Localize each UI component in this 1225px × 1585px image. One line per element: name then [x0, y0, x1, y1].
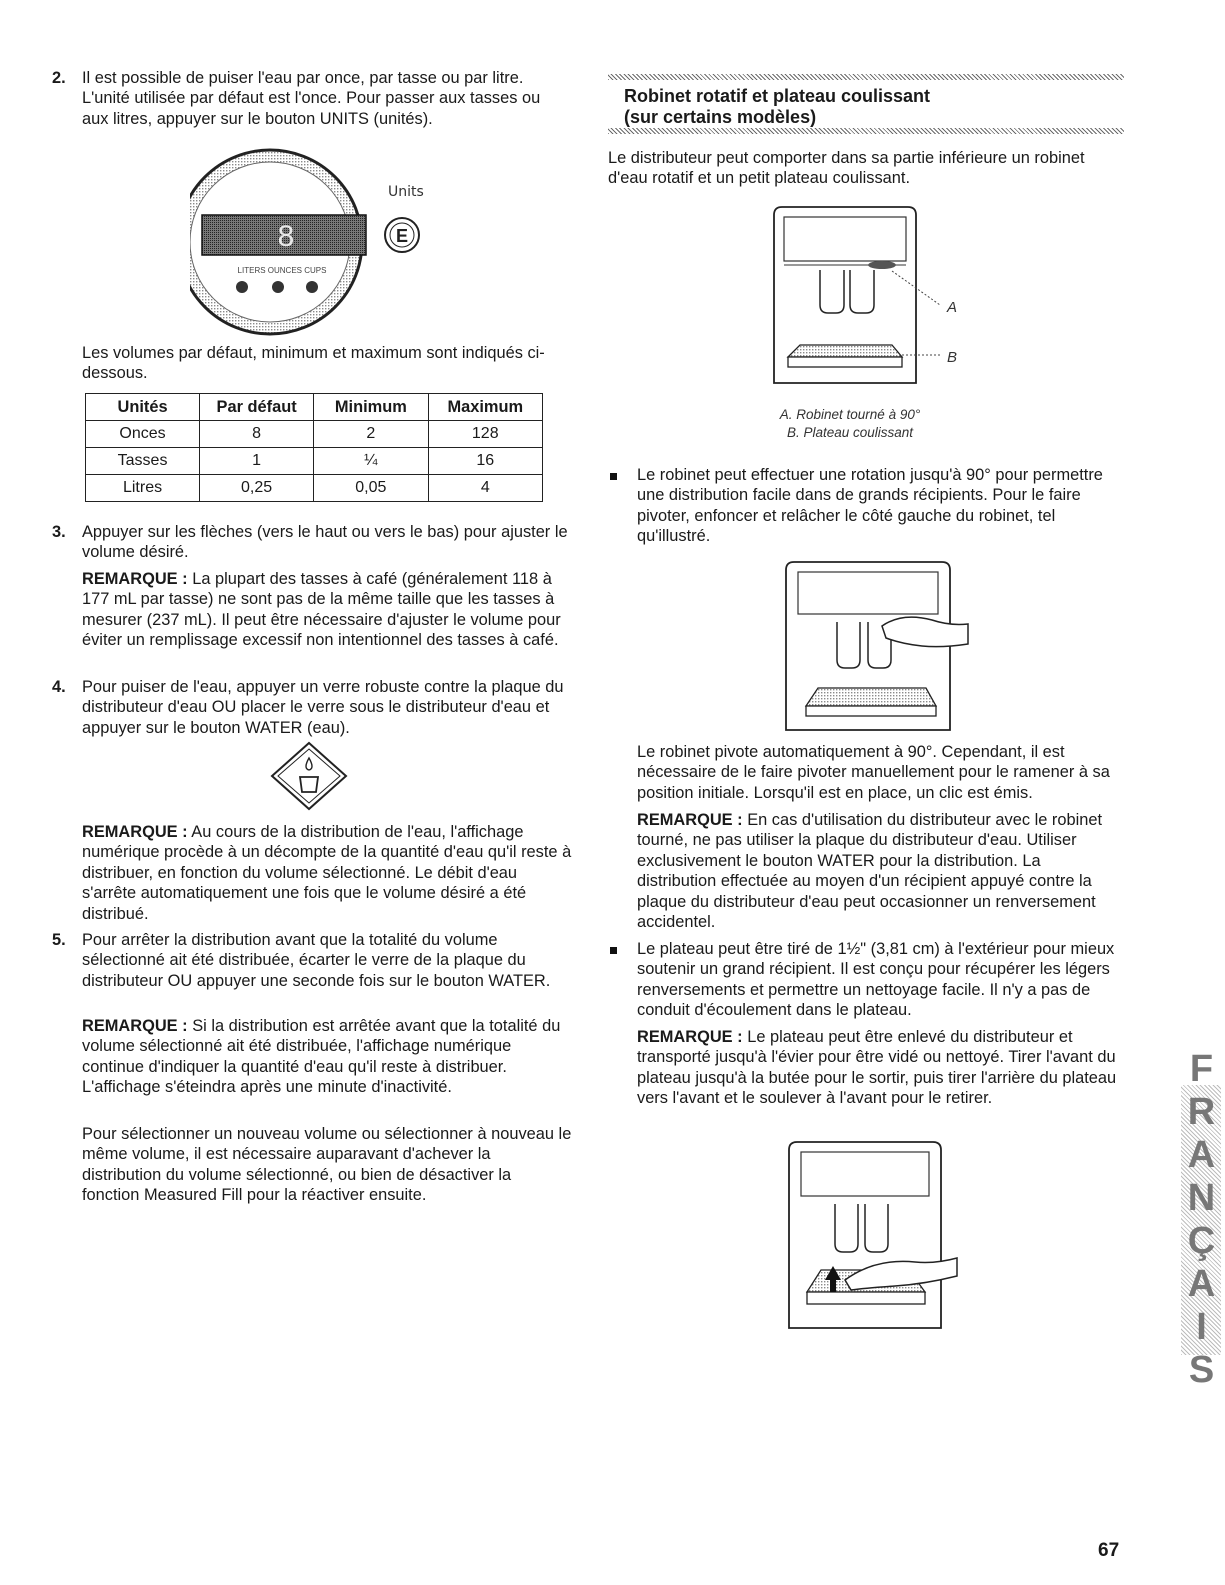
item-2-text: Il est possible de puiser l'eau par once, par tasse ou par litre. L'unité utilisée par défaut est l'once. Pour passer aux tasses ou aux litres, appuyer sur le bouton UNITS (unités). [82, 69, 541, 128]
note-3 [637, 1027, 1117, 1109]
water-button-icon[interactable] [268, 740, 350, 812]
note-text: La plupart des tasses à café (généralement 118 à 177 mL par tasse) ne sont pas de la même taille que les tasses à mesurer (237 mL). Il peut être nécessaire d'ajuster le volume pour éviter un remplissage excessif non intentionnel des tasses à café. [82, 570, 561, 650]
table-row [86, 475, 543, 502]
table-cell: Tasses [86, 448, 200, 475]
table-header: Maximum [428, 394, 542, 421]
bullet-marker [610, 947, 617, 954]
heading-line: (sur certains modèles) [624, 107, 817, 127]
note-text: En cas d'utilisation du distributeur avec le robinet tourné, ne pas utiliser la plaque du distributeur d'eau. Utiliser exclusivement le bouton WATER pour la distribution. La distribution effectuée au moyen d'un récipient appuyé contre la plaque du distributeur d'eau peut occasionner un renversement accidentel. [637, 811, 1103, 932]
item-number: 3. [52, 523, 66, 541]
dispenser-figure-3 [785, 1140, 970, 1335]
units-button-icon[interactable] [385, 218, 419, 252]
label-a: A [947, 299, 958, 316]
table-header: Minimum [314, 394, 428, 421]
heading-rule-bottom [608, 128, 1124, 134]
table-cell: Litres [86, 475, 200, 502]
language-side-tab [1180, 1048, 1223, 1392]
dispenser-figure-1 [770, 205, 970, 390]
bullet-marker [610, 473, 617, 480]
note-label: REMARQUE : [82, 1017, 188, 1035]
table-cell: 0,05 [314, 475, 428, 502]
table-header: Par défaut [200, 394, 314, 421]
table-cell: 1 [200, 448, 314, 475]
table-row [86, 421, 543, 448]
item-5-extra: Pour sélectionner un nouveau volume ou sélectionner à nouveau le même volume, il est nécessaire auparavant d'achever la distribution du volume sélectionné, ou bien de désactiver la fonction Measured Fill pour la réactiver ensuite. [82, 1125, 572, 1205]
item-3-text: Appuyer sur les flèches (vers le haut ou vers le bas) pour ajuster le volume désiré. [82, 523, 568, 562]
units-scale-label: LITERS OUNCES CUPS [237, 266, 327, 275]
label-b: B [947, 349, 958, 366]
paragraph-2: Le robinet pivote automatiquement à 90°. Cependant, il est nécessaire de le faire pivoter manuellement pour le ramener à sa position initiale. Lorsqu'il est en place, un clic est émis. [637, 743, 1110, 802]
note-label: REMARQUE : [82, 570, 188, 588]
table-cell: 16 [428, 448, 542, 475]
item-4-note [82, 822, 572, 924]
note-label: REMARQUE : [637, 1028, 743, 1046]
item-4-text: Pour puiser de l'eau, appuyer un verre robuste contre la plaque du distributeur d'eau OU placer le verre sous le distributeur d'eau et appuyer sur le bouton WATER (eau). [82, 678, 564, 737]
note-2 [637, 810, 1117, 932]
table-header-row [86, 394, 543, 421]
section-heading [624, 86, 930, 128]
item-number: 5. [52, 931, 66, 949]
item-5-note [82, 1016, 572, 1098]
heading-line: Robinet rotatif et plateau coulissant [624, 86, 931, 106]
item-number: 4. [52, 678, 66, 696]
display-digit: 8 [277, 220, 295, 253]
units-panel-illustration [190, 140, 450, 345]
note-label: REMARQUE : [82, 823, 188, 841]
caption-a: A. Robinet tourné à 90° [779, 407, 921, 422]
figure-caption [700, 406, 1000, 442]
faucet-rotation-illustration [782, 560, 972, 735]
water-button-figure [268, 740, 350, 812]
table-cell: Onces [86, 421, 200, 448]
table-cell: ¼ [314, 448, 428, 475]
page-number: 67 [1098, 1540, 1120, 1561]
table-cell: 2 [314, 421, 428, 448]
dispenser-illustration [770, 205, 970, 390]
note-text: Au cours de la distribution de l'eau, l'affichage numérique procède à un décompte de la quantité d'eau qu'il reste à distribuer, en fonction du volume sélectionné. Le débit d'eau s'arrête automatiquement une fois que le volume désiré a été distribué. [82, 823, 572, 923]
note-label: REMARQUE : [637, 811, 743, 829]
volume-table [85, 393, 543, 502]
section-intro: Le distributeur peut comporter dans sa partie inférieure un robinet d'eau rotatif et un petit plateau coulissant. [608, 149, 1085, 188]
table-row [86, 448, 543, 475]
heading-rule-top [608, 74, 1124, 80]
item-5-text: Pour arrêter la distribution avant que la totalité du volume sélectionné ait été distribuée, écarter le verre de la plaque du distributeur OU appuyer une seconde fois sur le bouton WATER. [82, 931, 551, 990]
note-text: Le plateau peut être enlevé du distributeur et transporté jusqu'à l'évier pour être vidé ou nettoyé. Tirer l'avant du plateau jusqu'à la butée pour le sortir, puis tirer l'arrière du plateau vers l'avant et le soulever à l'avant pour le retirer. [637, 1028, 1117, 1108]
table-header: Unités [86, 394, 200, 421]
item-number: 2. [52, 69, 66, 87]
dispenser-figure-2 [782, 560, 972, 735]
table-cell: 0,25 [200, 475, 314, 502]
table-cell: 128 [428, 421, 542, 448]
bullet-1-text: Le robinet peut effectuer une rotation jusqu'à 90° pour permettre une distribution facile dans de grands récipients. Pour le faire pivoter, enfoncer et relâcher le côté gauche du robinet, tel qu'illustré. [637, 466, 1103, 546]
item-3-note [82, 569, 572, 651]
svg-text:E: E [395, 226, 409, 246]
table-cell: 4 [428, 475, 542, 502]
side-tab-label: FRANÇAIS [1180, 1048, 1223, 1392]
bullet-2-text: Le plateau peut être tiré de 1½" (3,81 cm) à l'extérieur pour mieux soutenir un grand récipient. Il est conçu pour récupérer les légers renversements et permettre un nettoyage facile. Il n'y a pas de conduit d'écoulement dans le plateau. [637, 940, 1115, 1020]
note-text: Si la distribution est arrêtée avant que la totalité du volume sélectionné ait été distribuée, l'affichage numérique continue d'indiquer la quantité d'eau qu'il reste à distribuer. L'affichage s'éteindra après une minute d'inactivité. [82, 1017, 561, 1097]
table-cell: 8 [200, 421, 314, 448]
volumes-intro: Les volumes par défaut, minimum et maximum sont indiqués ci-dessous. [82, 344, 545, 383]
units-panel-figure [190, 140, 450, 345]
caption-b: B. Plateau coulissant [786, 425, 914, 440]
units-label: Units [388, 184, 424, 200]
tray-removal-illustration [785, 1140, 970, 1335]
